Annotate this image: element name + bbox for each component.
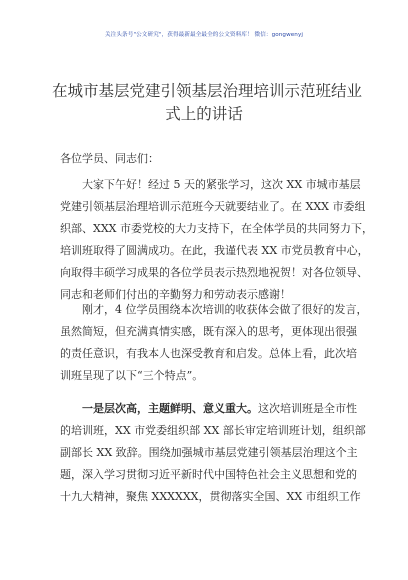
greeting-text: 各位学员、同志们： xyxy=(60,152,159,165)
paragraph-1 xyxy=(60,174,373,306)
title-line-1: 在城市基层党建引领基层治理培训示范班结业 xyxy=(52,82,363,100)
greeting xyxy=(60,148,352,170)
paragraph-1-line: 培训班取得了圆满成功。在此，我谨代表 XX 市党员教育中心， xyxy=(60,244,369,257)
page-title xyxy=(52,80,363,126)
paragraph-2-line: 虽然简短，但充满真情实感，既有深入的思考，更体现出很强 xyxy=(60,325,357,338)
paragraph-1-line: 党建引领基层治理培训示范班今天就要结业了。在 XXX 市委组 xyxy=(60,200,366,213)
paragraph-2-line: 的责任意识，有我本人也深受教育和启发。总体上看，此次培 xyxy=(60,347,357,360)
paragraph-2 xyxy=(60,299,368,387)
paragraph-1-line: 大家下午好！经过 5 天的紧张学习，这次 XX 市城市基层 xyxy=(82,178,361,191)
title-line-2: 式上的讲话 xyxy=(165,105,243,123)
paragraph-3-lead-bold: 一是层次高，主题鲜明、意义重大。 xyxy=(82,402,258,415)
paragraph-3-lead-rest: 这次培训班是全市性 xyxy=(258,402,357,415)
paragraph-2-line: 训班呈现了以下“三个特点”。 xyxy=(60,369,204,382)
paragraph-3-line: 的培训班，XX 市党委组织部 XX 部长审定培训班计划，组织部 xyxy=(60,424,366,437)
paragraph-3-line: 副部长 XX 致辞。围绕加强城市基层党建引领基层治理这个主 xyxy=(60,446,358,459)
paragraph-2-line: 刚才，4 位学员围绕本次培训的收获体会做了很好的发言， xyxy=(82,303,368,316)
paragraph-1-line: 织部、XXX 市委党校的大力支持下，在全体学员的共同努力下， xyxy=(60,222,373,235)
header-note: 关注头条号"公文研究"，获得最新最全最全的公文资料库！ 微信：gongwenyj xyxy=(104,32,304,38)
paragraph-3-line: 题，深入学习贯彻习近平新时代中国特色社会主义思想和党的 xyxy=(60,468,357,481)
paragraph-3-first-line xyxy=(60,398,357,420)
paragraph-3-line: 十九大精神，聚焦 XXXXXX，贯彻落实全国、XX 市组织工作 xyxy=(60,490,361,503)
paragraph-1-line: 同志和老师们付出的辛勤努力和劳动表示感谢！ xyxy=(60,288,291,301)
paragraph-1-line: 向取得丰硕学习成果的各位学员表示热烈地祝贺！对各位领导、 xyxy=(60,266,368,279)
paragraph-3 xyxy=(60,398,366,508)
